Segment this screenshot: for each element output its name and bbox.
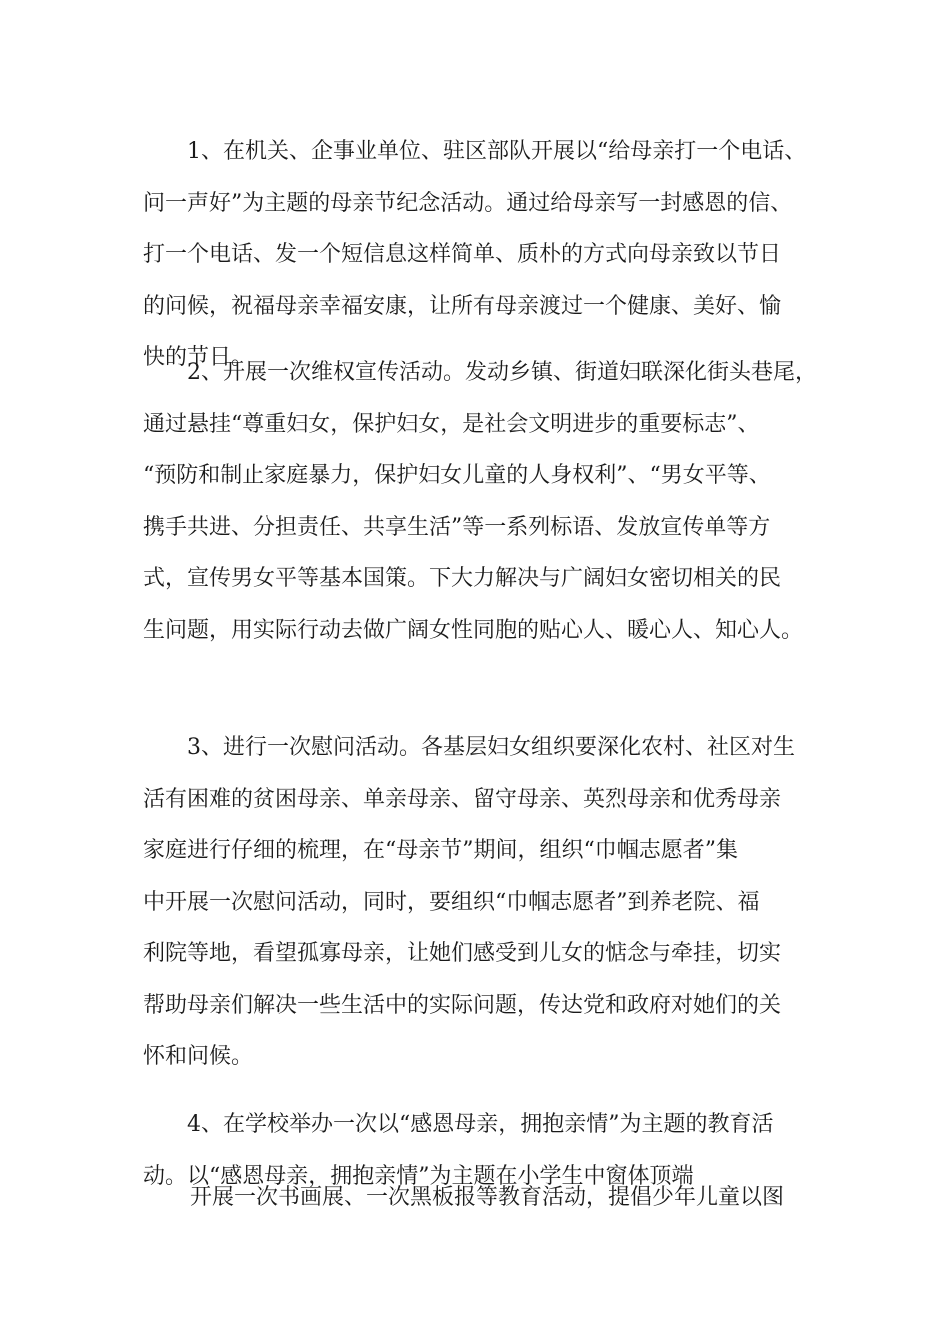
paragraph-line: 式，宣传男女平等基本国策。下大力解决与广阔妇女密切相关的民 <box>143 566 782 591</box>
paragraph-line: 通过悬挂“尊重妇女，保护妇女，是社会文明进步的重要标志”、 <box>143 411 760 437</box>
paragraph-line: 携手共进、分担责任、共享生活”等一系列标语、发放宣传单等方 <box>143 514 771 540</box>
paragraph-line: 帮助母亲们解决一些生活中的实际问题，传达党和政府对她们的关 <box>143 992 782 1018</box>
paragraph-1 <box>143 126 833 384</box>
paragraph-line: 2、开展一次维权宣传活动。发动乡镇、街道妇联深化街头巷尾， <box>187 360 817 385</box>
paragraph-line: 打一个电话、发一个短信息这样简单、质朴的方式向母亲致以节日 <box>143 242 782 267</box>
paragraph-line: 活有困难的贫困母亲、单亲母亲、留守母亲、英烈母亲和优秀母亲 <box>143 786 782 812</box>
paragraph-3 <box>143 722 833 1083</box>
paragraph-line: “预防和制止家庭暴力，保护妇女儿童的人身权利”、“男女平等、 <box>143 463 771 488</box>
paragraph-5 <box>143 1172 833 1224</box>
paragraph-line: 家庭进行仔细的梳理，在“母亲节”期间，组织“巾帼志愿者”集 <box>143 838 738 863</box>
paragraph-line: 中开展一次慰问活动，同时，要组织“巾帼志愿者”到养老院、福 <box>143 889 760 915</box>
paragraph-line: 利院等地，看望孤寡母亲，让她们感受到儿女的惦念与牵挂，切实 <box>143 941 782 966</box>
paragraph-line: 的问候，祝福母亲幸福安康，让所有母亲渡过一个健康、美好、愉 <box>143 293 782 319</box>
paragraph-line: 4、在学校举办一次以“感恩母亲，拥抱亲情”为主题的教育活 <box>187 1112 774 1137</box>
paragraph-line: 开展一次书画展、一次黑板报等教育活动，提倡少年儿童以图 <box>190 1185 785 1210</box>
paragraph-line: 问一声好”为主题的母亲节纪念活动。通过给母亲写一封感恩的信、 <box>143 190 793 216</box>
paragraph-line: 生问题，用实际行动去做广阔女性同胞的贴心人、暖心人、知心人。 <box>143 617 804 643</box>
paragraph-line: 快的节日。 <box>143 345 254 370</box>
paragraph-line: 1、在机关、企事业单位、驻区部队开展以“给母亲打一个电话、 <box>187 139 807 164</box>
paragraph-line: 3、进行一次慰问活动。各基层妇女组织要深化农村、社区对生 <box>187 735 795 760</box>
paragraph-2 <box>143 347 833 656</box>
paragraph-line: 动。以“感恩母亲，拥抱亲情”为主题在小学生中窗体顶端 <box>143 1163 694 1189</box>
paragraph-line: 怀和问候。 <box>143 1044 254 1069</box>
